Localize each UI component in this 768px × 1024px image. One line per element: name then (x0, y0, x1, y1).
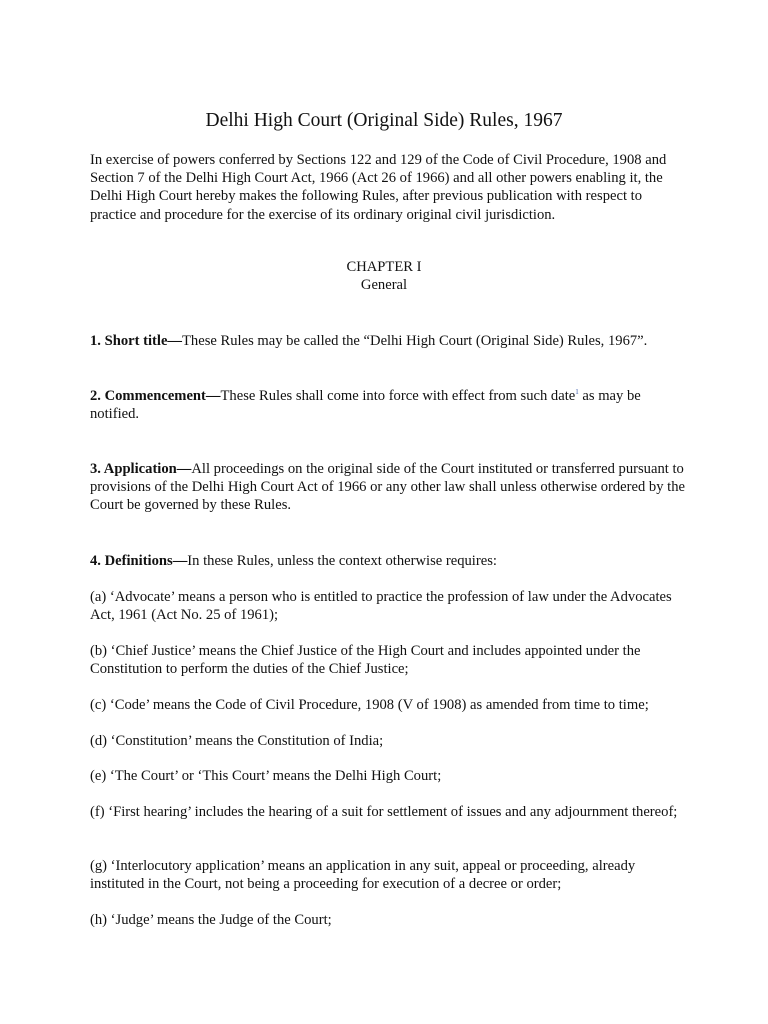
footnote-link[interactable]: 1 (575, 388, 579, 397)
rule-short-title (90, 332, 690, 350)
definition-item: (h) ‘Judge’ means the Judge of the Court; (90, 912, 332, 928)
definition-item: (g) ‘Interlocutory application’ means an application in any suit, appeal or proceeding, already instituted in the Court, not being a proceeding for execution of a decree or order; (90, 858, 636, 893)
definition-item: (d) ‘Constitution’ means the Constitution of India; (90, 733, 384, 749)
definition-item: (f) ‘First hearing’ includes the hearing of a suit for settlement of issues and any adjournment thereof; (90, 804, 678, 820)
definition-item: (b) ‘Chief Justice’ means the Chief Justice of the High Court and includes appointed under the Constitution to perform the duties of the Chief Justice; (90, 643, 641, 678)
chapter-number: CHAPTER I (346, 259, 422, 275)
rule-definitions (90, 552, 690, 570)
rule-text: All proceedings on the original side of the Court instituted or transferred pursuant to provisions of the Delhi High Court Act of 1966 or any other law shall unless otherwise ordered by the Court be governed by these Rules. (90, 461, 685, 514)
document-title: Delhi High Court (Original Side) Rules, 1967 (205, 110, 563, 131)
rule-application (90, 460, 690, 515)
rule-heading: 1. Short title— (90, 333, 183, 349)
definition-item: (a) ‘Advocate’ means a person who is entitled to practice the profession of law under the Advocates Act, 1961 (Act No. 25 of 1961); (90, 589, 672, 624)
preamble-paragraph: In exercise of powers conferred by Sections 122 and 129 of the Code of Civil Procedure, 1908 and Section 7 of the Delhi High Court Act, 1966 (Act 26 of 1966) and all other powers enabling it, the Delhi High Court hereby makes the following Rules, after previous publication with respect to practice and procedure for the exercise of its ordinary original civil jurisdiction. (90, 152, 667, 223)
definition-item: (e) ‘The Court’ or ‘This Court’ means the Delhi High Court; (90, 768, 442, 784)
rule-text: These Rules shall come into force with effect from such date (220, 388, 576, 404)
rule-heading: 4. Definitions— (90, 553, 188, 569)
rule-text-continued: as may be notified. (90, 388, 641, 423)
rule-heading: 3. Application— (90, 461, 192, 477)
chapter-name: General (360, 277, 408, 293)
rule-commencement (90, 387, 690, 423)
rule-heading: 2. Commencement— (90, 388, 221, 404)
rule-text: In these Rules, unless the context otherwise requires: (187, 553, 497, 569)
rule-text: These Rules may be called the “Delhi High Court (Original Side) Rules, 1967”. (182, 333, 648, 349)
definition-item: (c) ‘Code’ means the Code of Civil Procedure, 1908 (V of 1908) as amended from time to time; (90, 697, 649, 713)
